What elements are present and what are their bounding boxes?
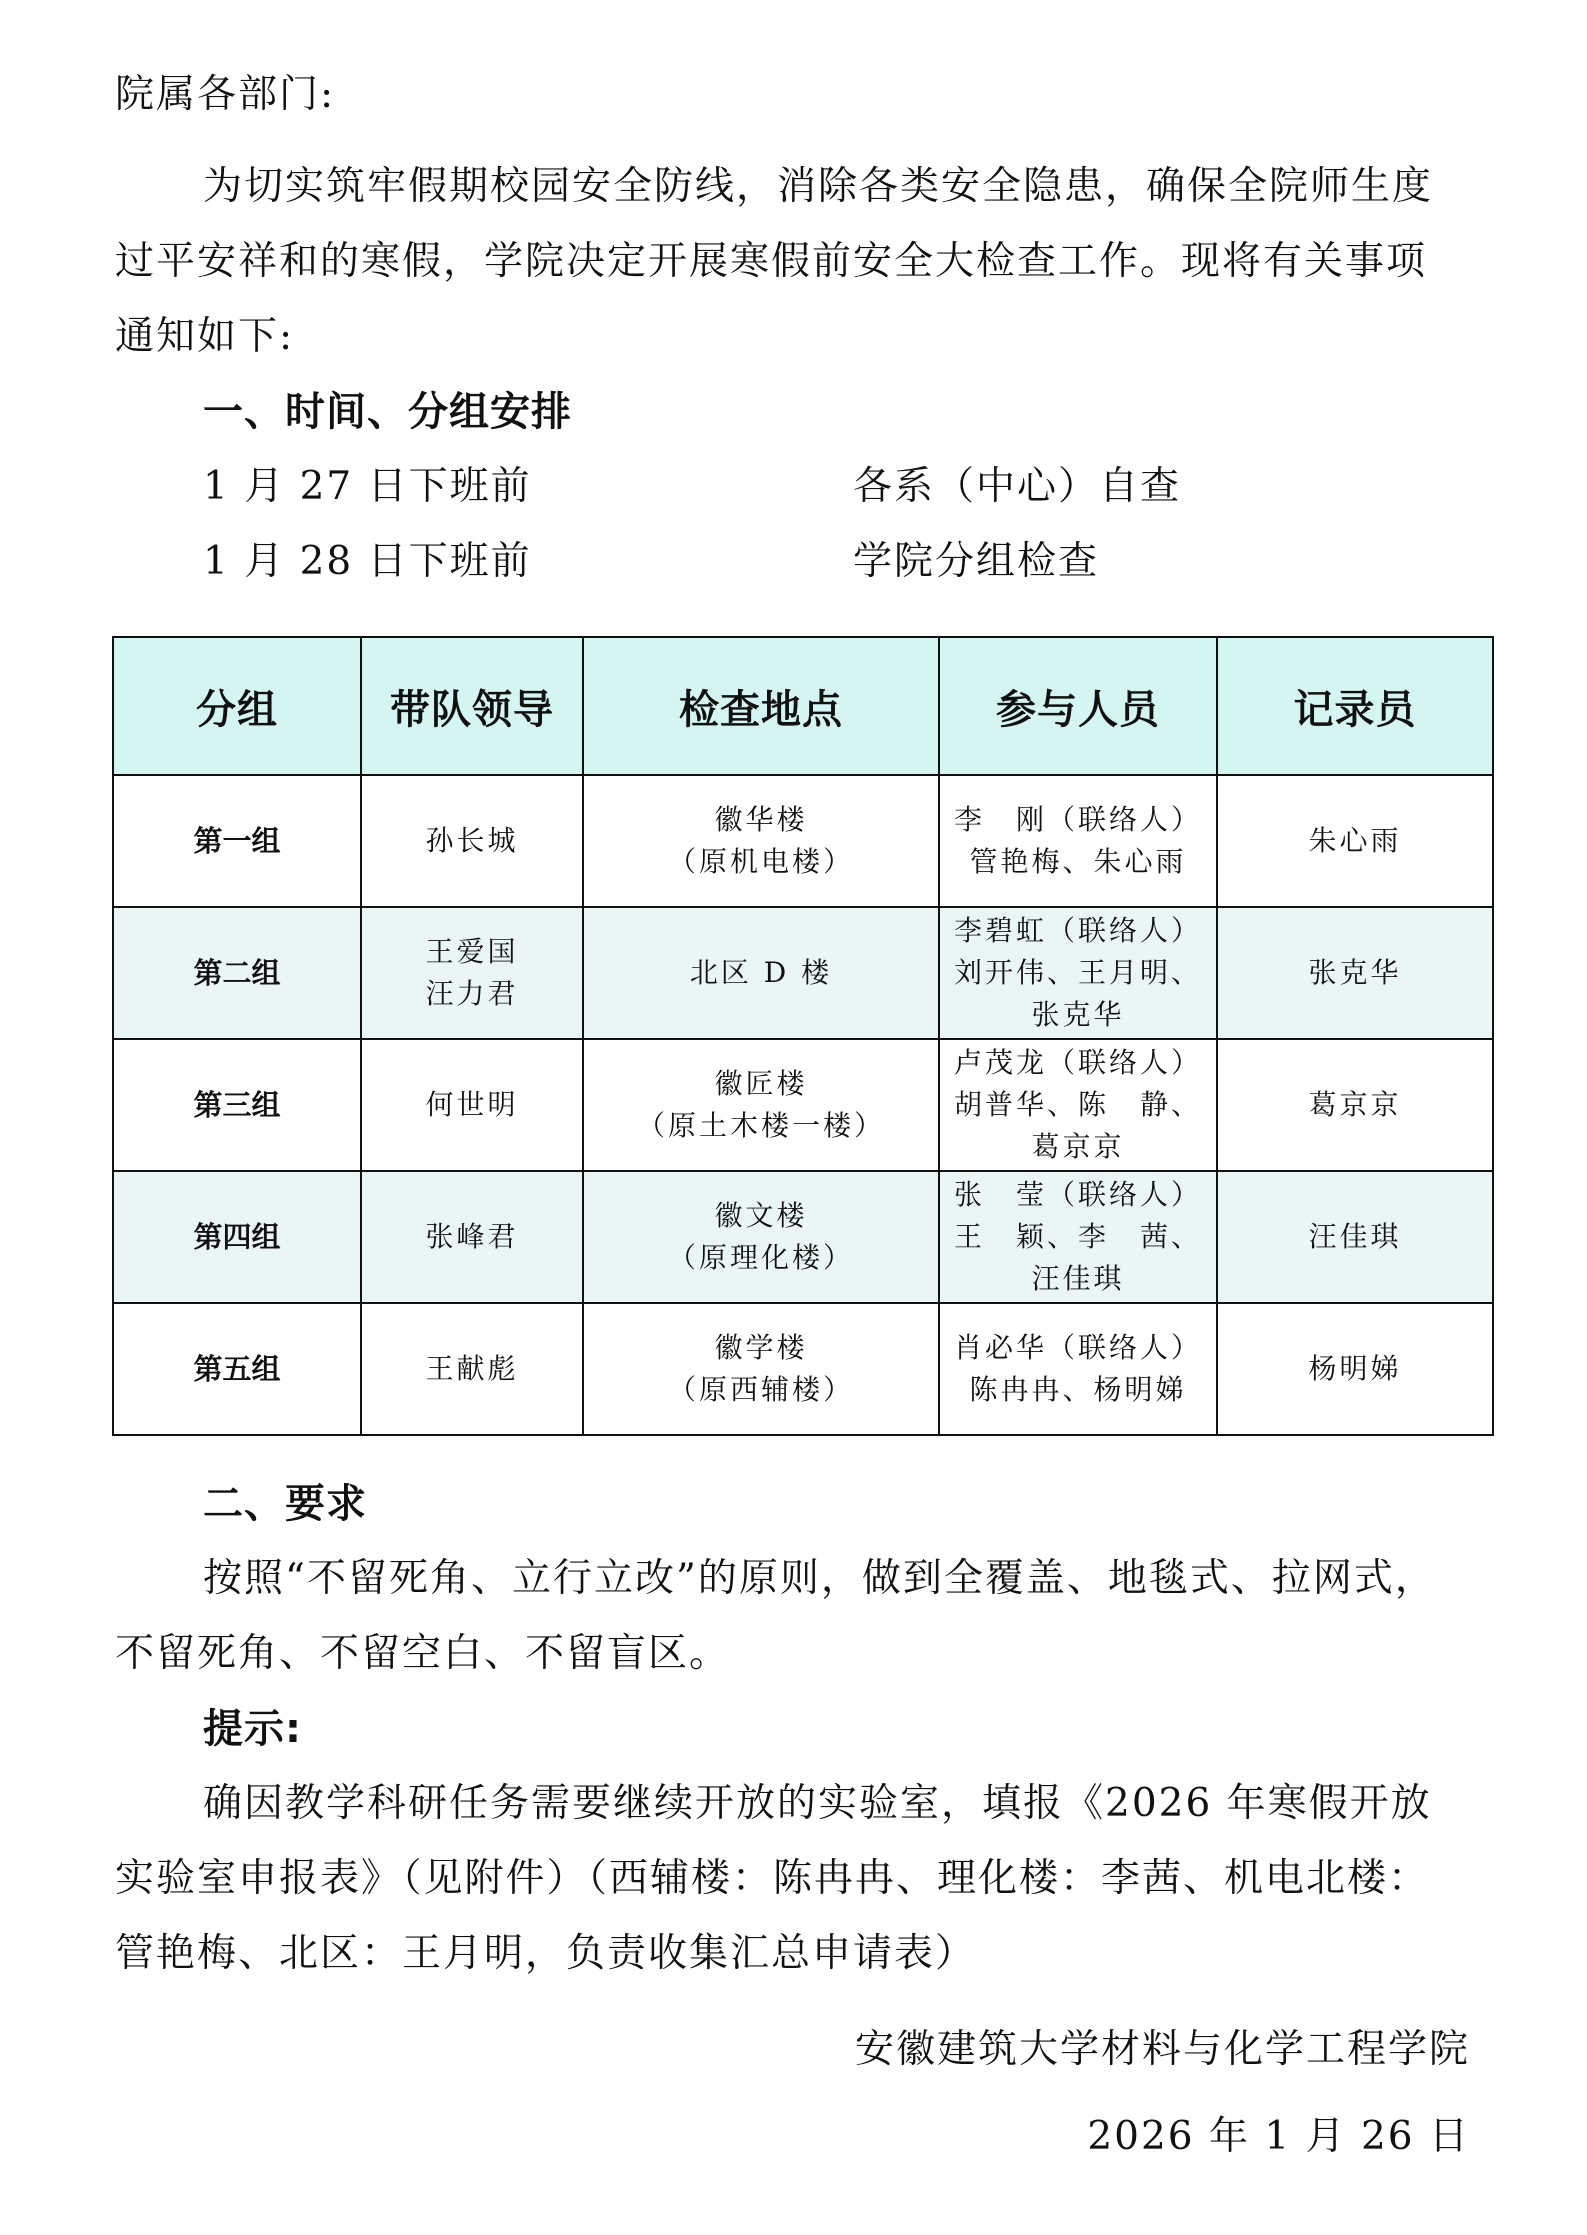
tips-line-1: 确因教学科研任务需要继续开放的实验室，填报《2026 年寒假开放 <box>203 1781 1432 1826</box>
schedule-task-1: 各系（中心）自查 <box>853 464 1182 509</box>
participants-line: 张克华 <box>1031 998 1125 1031</box>
requirement-line-2: 不留死角、不留空白、不留盲区。 <box>115 1631 731 1676</box>
location-former-name: （原西辅楼） <box>667 1373 854 1406</box>
location-cell <box>583 775 939 907</box>
participants-line: 卢茂龙（联络人） <box>953 1046 1202 1079</box>
leader-name: 张峰君 <box>425 1220 519 1253</box>
salutation: 院属各部门: <box>115 72 336 117</box>
location-name: 徽文楼 <box>714 1199 808 1232</box>
table-row <box>113 1171 1493 1303</box>
location-cell <box>583 1171 939 1303</box>
table-row <box>113 775 1493 907</box>
location-name: 徽华楼 <box>714 803 808 836</box>
participants-line: 刘开伟、王月明、 <box>953 956 1202 989</box>
participants-line: 肖必华（联络人） <box>953 1331 1202 1364</box>
leader-name: 孙长城 <box>425 824 519 857</box>
section-2-heading: 二、要求 <box>203 1481 367 1527</box>
tips-line-3: 管艳梅、北区：王月明，负责收集汇总申请表） <box>115 1931 977 1976</box>
participants-line: 王 颖、李 茜、 <box>953 1220 1202 1253</box>
signature-date: 2026 年 1 月 26 日 <box>1087 2114 1470 2159</box>
location-cell <box>583 1303 939 1435</box>
group-cell: 第一组 <box>113 775 361 907</box>
recorder-cell: 汪佳琪 <box>1217 1171 1493 1303</box>
leader-name: 王献彪 <box>425 1352 519 1385</box>
header-leader: 带队领导 <box>361 637 583 775</box>
participants-line: 管艳梅、朱心雨 <box>969 845 1187 878</box>
recorder-cell: 朱心雨 <box>1217 775 1493 907</box>
leader-name: 何世明 <box>425 1088 519 1121</box>
table-header-row <box>113 637 1493 775</box>
group-cell: 第二组 <box>113 907 361 1039</box>
participants-line: 葛京京 <box>1031 1130 1125 1163</box>
location-name: 北区 D 楼 <box>689 956 833 989</box>
participants-cell <box>939 1039 1217 1171</box>
participants-line: 陈冉冉、杨明娣 <box>969 1373 1187 1406</box>
table-row <box>113 1303 1493 1435</box>
participants-line: 李 刚（联络人） <box>953 803 1202 836</box>
schedule-task-2: 学院分组检查 <box>853 539 1100 584</box>
leader-cell <box>361 1039 583 1171</box>
tips-heading: 提示: <box>203 1706 302 1752</box>
requirement-line-1: 按照“不留死角、立行立改”的原则，做到全覆盖、地毯式、拉网式， <box>203 1556 1436 1601</box>
participants-cell <box>939 1171 1217 1303</box>
header-location: 检查地点 <box>583 637 939 775</box>
group-cell: 第四组 <box>113 1171 361 1303</box>
leader-cell <box>361 1171 583 1303</box>
participants-line: 李碧虹（联络人） <box>953 914 1202 947</box>
participants-cell <box>939 775 1217 907</box>
intro-line-3: 通知如下: <box>115 314 295 359</box>
location-cell <box>583 907 939 1039</box>
participants-line: 汪佳琪 <box>1031 1262 1125 1295</box>
table-row <box>113 1039 1493 1171</box>
intro-line-1: 为切实筑牢假期校园安全防线，消除各类安全隐患，确保全院师生度 <box>203 164 1434 209</box>
leader-name: 王爱国 <box>425 935 519 968</box>
group-cell: 第五组 <box>113 1303 361 1435</box>
inspection-group-table <box>112 636 1494 1436</box>
header-participants: 参与人员 <box>939 637 1217 775</box>
participants-line: 胡普华、陈 静、 <box>953 1088 1202 1121</box>
recorder-cell: 葛京京 <box>1217 1039 1493 1171</box>
participants-line: 张 莹（联络人） <box>953 1178 1202 1211</box>
schedule-time-1: 1 月 27 日下班前 <box>203 464 532 509</box>
section-1-heading: 一、时间、分组安排 <box>203 389 572 435</box>
group-cell: 第三组 <box>113 1039 361 1171</box>
location-name: 徽学楼 <box>714 1331 808 1364</box>
table-row <box>113 907 1493 1039</box>
schedule-time-2: 1 月 28 日下班前 <box>203 539 532 584</box>
leader-cell <box>361 907 583 1039</box>
signature-org: 安徽建筑大学材料与化学工程学院 <box>854 2027 1470 2072</box>
participants-cell <box>939 1303 1217 1435</box>
location-former-name: （原土木楼一楼） <box>636 1109 885 1142</box>
intro-line-2: 过平安祥和的寒假，学院决定开展寒假前安全大检查工作。现将有关事项 <box>115 239 1428 284</box>
location-former-name: （原理化楼） <box>667 1241 854 1274</box>
header-group: 分组 <box>113 637 361 775</box>
location-cell <box>583 1039 939 1171</box>
header-recorder: 记录员 <box>1217 637 1493 775</box>
tips-line-2: 实验室申报表》（见附件）（西辅楼：陈冉冉、理化楼：李茜、机电北楼： <box>115 1856 1430 1901</box>
leader-cell <box>361 1303 583 1435</box>
participants-cell <box>939 907 1217 1039</box>
leader-name: 汪力君 <box>425 977 519 1010</box>
location-former-name: （原机电楼） <box>667 845 854 878</box>
recorder-cell: 张克华 <box>1217 907 1493 1039</box>
recorder-cell: 杨明娣 <box>1217 1303 1493 1435</box>
location-name: 徽匠楼 <box>714 1067 808 1100</box>
leader-cell <box>361 775 583 907</box>
